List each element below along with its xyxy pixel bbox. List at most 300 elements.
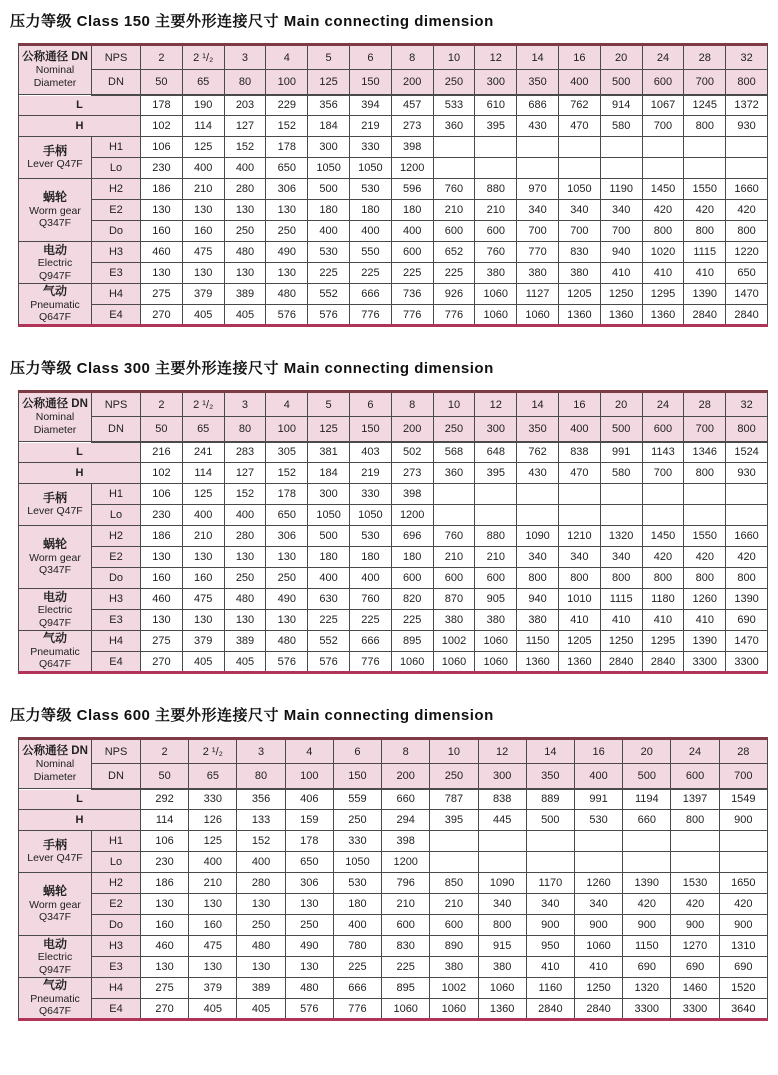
sub-label-cell: H2: [92, 873, 141, 894]
dimension-row: [19, 179, 768, 200]
value-cell: 230: [141, 505, 183, 526]
value-cell: [623, 852, 671, 873]
dn-value-cell: 600: [642, 417, 684, 442]
value-cell: 420: [642, 547, 684, 568]
value-cell: 130: [266, 610, 308, 631]
value-cell: 1127: [517, 284, 559, 305]
value-cell: 880: [475, 179, 517, 200]
dimension-row: [19, 505, 768, 526]
value-cell: 776: [333, 999, 381, 1020]
value-cell: 340: [478, 894, 526, 915]
value-cell: 1650: [719, 873, 767, 894]
value-cell: 1310: [719, 936, 767, 957]
row-label-cell: L: [19, 789, 141, 810]
value-cell: 800: [684, 116, 726, 137]
value-cell: 2840: [600, 652, 642, 673]
value-cell: 270: [141, 305, 183, 326]
value-cell: 1360: [558, 305, 600, 326]
value-cell: [517, 137, 559, 158]
value-cell: 114: [141, 810, 189, 831]
value-cell: 650: [266, 158, 308, 179]
value-cell: 225: [391, 263, 433, 284]
value-cell: 930: [726, 116, 768, 137]
value-cell: 800: [726, 221, 768, 242]
value-cell: 1067: [642, 95, 684, 116]
dimension-row: [19, 305, 768, 326]
dimension-row: [19, 589, 768, 610]
nps-value-cell: 12: [475, 392, 517, 417]
value-cell: 970: [517, 179, 559, 200]
value-cell: 480: [224, 242, 266, 263]
nps-value-cell: 12: [475, 45, 517, 70]
sub-label-cell: H3: [92, 936, 141, 957]
value-cell: 760: [433, 526, 475, 547]
sub-label-cell: Lo: [92, 852, 141, 873]
value-cell: 160: [182, 221, 224, 242]
value-cell: [600, 158, 642, 179]
nps-value-cell: 8: [391, 45, 433, 70]
value-cell: 1390: [684, 284, 726, 305]
sub-label-cell: H3: [92, 589, 141, 610]
dn-value-cell: 350: [526, 764, 574, 789]
value-cell: [517, 158, 559, 179]
value-cell: 1200: [391, 505, 433, 526]
value-cell: 380: [558, 263, 600, 284]
sub-label-cell: E3: [92, 610, 141, 631]
value-cell: [517, 484, 559, 505]
value-cell: 219: [349, 463, 391, 484]
nps-value-cell: 8: [391, 392, 433, 417]
group-name-en: Q647F: [38, 658, 72, 671]
value-cell: [671, 852, 719, 873]
dimension-row: [19, 610, 768, 631]
value-cell: 1390: [726, 589, 768, 610]
table-title: 压力等级 Class 600 主要外形连接尺寸 Main connecting dimension: [10, 707, 494, 724]
value-cell: 600: [391, 568, 433, 589]
dimension-row: [19, 158, 768, 179]
value-cell: 395: [475, 463, 517, 484]
value-cell: 1002: [430, 978, 478, 999]
dimension-row: [19, 221, 768, 242]
nps-value-cell: 2 ¹/₂: [182, 392, 224, 417]
value-cell: 1520: [719, 978, 767, 999]
value-cell: 800: [642, 221, 684, 242]
value-cell: 130: [237, 894, 285, 915]
value-cell: 1115: [600, 589, 642, 610]
value-cell: [558, 137, 600, 158]
value-cell: 340: [558, 200, 600, 221]
value-cell: 389: [224, 284, 266, 305]
nps-value-cell: 16: [558, 392, 600, 417]
value-cell: 410: [684, 263, 726, 284]
value-cell: 270: [141, 999, 189, 1020]
value-cell: 114: [182, 463, 224, 484]
value-cell: 576: [285, 999, 333, 1020]
group-name-zh: 气动: [42, 631, 67, 646]
value-cell: 389: [237, 978, 285, 999]
value-cell: 870: [433, 589, 475, 610]
value-cell: 225: [433, 263, 475, 284]
value-cell: 800: [684, 568, 726, 589]
value-cell: 250: [224, 568, 266, 589]
value-cell: 360: [433, 116, 475, 137]
value-cell: 410: [558, 610, 600, 631]
value-cell: 1150: [623, 936, 671, 957]
dimension-row: [19, 137, 768, 158]
dn-label-cell: DN: [92, 417, 141, 442]
value-cell: 1194: [623, 789, 671, 810]
value-cell: 394: [349, 95, 391, 116]
dn-value-cell: 300: [475, 417, 517, 442]
value-cell: 1346: [684, 442, 726, 463]
value-cell: 1550: [684, 179, 726, 200]
value-cell: 930: [726, 463, 768, 484]
dimension-row: [19, 652, 768, 673]
dimension-row: [19, 526, 768, 547]
dimension-row: [19, 873, 768, 894]
value-cell: 250: [266, 568, 308, 589]
value-cell: 1549: [719, 789, 767, 810]
value-cell: 889: [526, 789, 574, 810]
value-cell: 650: [285, 852, 333, 873]
sub-label-cell: E3: [92, 263, 141, 284]
value-cell: 306: [285, 873, 333, 894]
value-cell: 457: [391, 95, 433, 116]
dimension-row: [19, 116, 768, 137]
value-cell: 340: [574, 894, 622, 915]
value-cell: 160: [141, 221, 183, 242]
dn-value-cell: 400: [574, 764, 622, 789]
value-cell: 380: [478, 957, 526, 978]
dimension-row: [19, 463, 768, 484]
group-label-cell: [19, 137, 92, 179]
value-cell: 480: [237, 936, 285, 957]
dimension-row: [19, 631, 768, 652]
nps-value-cell: 2: [141, 392, 183, 417]
value-cell: 1090: [517, 526, 559, 547]
value-cell: 400: [224, 158, 266, 179]
value-cell: 225: [333, 957, 381, 978]
value-cell: [600, 137, 642, 158]
group-name-zh: 手柄: [42, 491, 67, 505]
value-cell: 1060: [391, 652, 433, 673]
value-cell: 1397: [671, 789, 719, 810]
sub-label-cell: Do: [92, 915, 141, 936]
value-cell: 1143: [642, 442, 684, 463]
value-cell: 1060: [574, 936, 622, 957]
group-label-cell: [19, 589, 92, 631]
nps-value-cell: 14: [517, 392, 559, 417]
value-cell: 1360: [558, 652, 600, 673]
value-cell: 800: [517, 568, 559, 589]
dimension-row: [19, 831, 768, 852]
dn-value-cell: 50: [141, 417, 183, 442]
value-cell: 600: [433, 568, 475, 589]
sub-label-cell: E2: [92, 547, 141, 568]
value-cell: 130: [285, 894, 333, 915]
value-cell: 576: [308, 305, 350, 326]
group-name-en: Electric: [37, 951, 73, 964]
value-cell: 280: [224, 526, 266, 547]
value-cell: 400: [237, 852, 285, 873]
value-cell: 283: [224, 442, 266, 463]
value-cell: 3300: [726, 652, 768, 673]
value-cell: 1372: [726, 95, 768, 116]
value-cell: 770: [517, 242, 559, 263]
corner-title-zh: 公称通径 DN: [22, 397, 88, 410]
group-name-zh: 电动: [42, 242, 67, 257]
value-cell: 1360: [600, 305, 642, 326]
dimension-row: [19, 242, 768, 263]
value-cell: 776: [349, 305, 391, 326]
group-name-en: Q947F: [38, 616, 72, 629]
value-cell: 160: [141, 568, 183, 589]
dn-value-cell: 200: [391, 70, 433, 95]
nps-value-cell: 20: [600, 45, 642, 70]
value-cell: 1660: [726, 179, 768, 200]
value-cell: 184: [308, 463, 350, 484]
value-cell: 580: [600, 116, 642, 137]
group-name-en: Q647F: [38, 1005, 72, 1018]
value-cell: 160: [189, 915, 237, 936]
value-cell: 2840: [574, 999, 622, 1020]
value-cell: 1470: [726, 284, 768, 305]
dn-value-cell: 250: [430, 764, 478, 789]
value-cell: 225: [382, 957, 430, 978]
dimension-row: [19, 789, 768, 810]
dn-value-cell: 300: [478, 764, 526, 789]
nps-value-cell: 16: [574, 739, 622, 764]
value-cell: [726, 484, 768, 505]
value-cell: 650: [266, 505, 308, 526]
nps-value-cell: 4: [266, 392, 308, 417]
value-cell: 600: [475, 568, 517, 589]
value-cell: 500: [308, 179, 350, 200]
value-cell: 398: [391, 137, 433, 158]
value-cell: 630: [308, 589, 350, 610]
value-cell: [478, 852, 526, 873]
value-cell: 210: [382, 894, 430, 915]
value-cell: 130: [141, 263, 183, 284]
value-cell: 273: [391, 116, 433, 137]
value-cell: 820: [391, 589, 433, 610]
group-name-zh: 手柄: [42, 838, 67, 852]
value-cell: 1060: [517, 305, 559, 326]
value-cell: 480: [266, 631, 308, 652]
value-cell: 106: [141, 484, 183, 505]
value-cell: 130: [266, 200, 308, 221]
value-cell: 660: [623, 810, 671, 831]
value-cell: 406: [285, 789, 333, 810]
value-cell: 225: [308, 610, 350, 631]
nps-value-cell: 14: [517, 45, 559, 70]
value-cell: 225: [308, 263, 350, 284]
class-table-section-2: [0, 704, 778, 1021]
corner-title-en: Diameter: [33, 424, 77, 437]
value-cell: 991: [574, 789, 622, 810]
value-cell: [574, 831, 622, 852]
value-cell: 900: [526, 915, 574, 936]
value-cell: 700: [517, 221, 559, 242]
value-cell: 3300: [684, 652, 726, 673]
value-cell: 600: [391, 242, 433, 263]
sub-label-cell: Lo: [92, 505, 141, 526]
value-cell: 305: [266, 442, 308, 463]
group-name-en: Lever Q47F: [27, 505, 83, 518]
nps-value-cell: 3: [224, 392, 266, 417]
value-cell: 1050: [308, 158, 350, 179]
sub-label-cell: H2: [92, 526, 141, 547]
group-name-en: Q947F: [38, 963, 72, 976]
value-cell: 1360: [517, 652, 559, 673]
value-cell: 210: [475, 200, 517, 221]
value-cell: 3300: [671, 999, 719, 1020]
value-cell: 490: [285, 936, 333, 957]
value-cell: [558, 484, 600, 505]
value-cell: 152: [266, 463, 308, 484]
dimension-row: [19, 957, 768, 978]
value-cell: 102: [141, 463, 183, 484]
value-cell: 1050: [308, 505, 350, 526]
value-cell: [558, 158, 600, 179]
value-cell: 1295: [642, 631, 684, 652]
value-cell: [642, 505, 684, 526]
value-cell: 130: [141, 957, 189, 978]
value-cell: 1450: [642, 179, 684, 200]
group-name-en: Pneumatic: [30, 992, 80, 1005]
dn-value-cell: 600: [642, 70, 684, 95]
value-cell: 219: [349, 116, 391, 137]
value-cell: 838: [558, 442, 600, 463]
value-cell: 186: [141, 179, 183, 200]
value-cell: 400: [349, 568, 391, 589]
value-cell: 780: [333, 936, 381, 957]
value-cell: 241: [182, 442, 224, 463]
group-label-cell: [19, 526, 92, 589]
value-cell: 502: [391, 442, 433, 463]
group-name-zh: 电动: [42, 589, 67, 604]
nps-value-cell: 24: [642, 392, 684, 417]
table-title: 压力等级 Class 150 主要外形连接尺寸 Main connecting dimension: [10, 13, 494, 30]
value-cell: 225: [391, 610, 433, 631]
value-cell: 125: [182, 137, 224, 158]
dn-value-cell: 150: [349, 417, 391, 442]
value-cell: 1050: [333, 852, 381, 873]
value-cell: 900: [671, 915, 719, 936]
value-cell: 180: [308, 547, 350, 568]
value-cell: 229: [266, 95, 308, 116]
dn-value-cell: 65: [182, 417, 224, 442]
value-cell: 330: [349, 484, 391, 505]
value-cell: 210: [182, 526, 224, 547]
nps-value-cell: 10: [430, 739, 478, 764]
value-cell: 130: [182, 200, 224, 221]
value-cell: 895: [382, 978, 430, 999]
value-cell: 490: [266, 242, 308, 263]
group-name-zh: 蜗轮: [42, 884, 67, 899]
value-cell: 420: [671, 894, 719, 915]
row-label-cell: H: [19, 463, 141, 484]
value-cell: [558, 505, 600, 526]
value-cell: 225: [349, 610, 391, 631]
value-cell: 2840: [726, 305, 768, 326]
nps-value-cell: 8: [382, 739, 430, 764]
group-name-en: Q347F: [38, 911, 72, 924]
value-cell: 420: [719, 894, 767, 915]
value-cell: 380: [517, 263, 559, 284]
dn-value-cell: 700: [684, 417, 726, 442]
value-cell: 800: [726, 568, 768, 589]
value-cell: 1460: [671, 978, 719, 999]
dimension-row: [19, 852, 768, 873]
table-title: 压力等级 Class 300 主要外形连接尺寸 Main connecting dimension: [10, 360, 494, 377]
value-cell: 127: [224, 463, 266, 484]
table-wrapper: [18, 390, 768, 674]
value-cell: 230: [141, 852, 189, 873]
value-cell: 420: [684, 200, 726, 221]
value-cell: 905: [475, 589, 517, 610]
value-cell: [475, 137, 517, 158]
value-cell: 895: [391, 631, 433, 652]
corner-title-en: Nominal: [35, 758, 75, 771]
value-cell: 186: [141, 526, 183, 547]
value-cell: 400: [224, 505, 266, 526]
value-cell: [642, 137, 684, 158]
nps-value-cell: 32: [726, 45, 768, 70]
value-cell: 480: [224, 589, 266, 610]
group-name-en: Q647F: [38, 311, 72, 324]
value-cell: 130: [182, 547, 224, 568]
nps-header-row: [19, 739, 768, 764]
value-cell: 130: [224, 610, 266, 631]
sub-label-cell: Do: [92, 221, 141, 242]
nps-value-cell: 5: [308, 45, 350, 70]
value-cell: 2840: [684, 305, 726, 326]
value-cell: [433, 484, 475, 505]
value-cell: 838: [478, 789, 526, 810]
table-wrapper: [18, 737, 768, 1021]
value-cell: 178: [266, 484, 308, 505]
dn-value-cell: 150: [349, 70, 391, 95]
nps-header-row: [19, 45, 768, 70]
value-cell: [433, 158, 475, 179]
value-cell: 700: [600, 221, 642, 242]
value-cell: 1060: [475, 652, 517, 673]
value-cell: 1150: [517, 631, 559, 652]
sub-label-cell: H4: [92, 284, 141, 305]
value-cell: 1060: [478, 978, 526, 999]
value-cell: 292: [141, 789, 189, 810]
value-cell: 160: [141, 915, 189, 936]
value-cell: 178: [141, 95, 183, 116]
group-label-cell: [19, 631, 92, 673]
value-cell: 152: [224, 137, 266, 158]
nps-value-cell: 28: [684, 45, 726, 70]
sub-label-cell: E4: [92, 999, 141, 1020]
value-cell: 250: [224, 221, 266, 242]
value-cell: [526, 831, 574, 852]
value-cell: 430: [517, 463, 559, 484]
value-cell: 796: [382, 873, 430, 894]
sub-label-cell: H4: [92, 631, 141, 652]
value-cell: 1260: [574, 873, 622, 894]
nps-label-cell: NPS: [92, 392, 141, 417]
value-cell: 225: [349, 263, 391, 284]
dn-value-cell: 600: [671, 764, 719, 789]
dn-header-row: [19, 417, 768, 442]
value-cell: 1050: [349, 158, 391, 179]
value-cell: 475: [189, 936, 237, 957]
